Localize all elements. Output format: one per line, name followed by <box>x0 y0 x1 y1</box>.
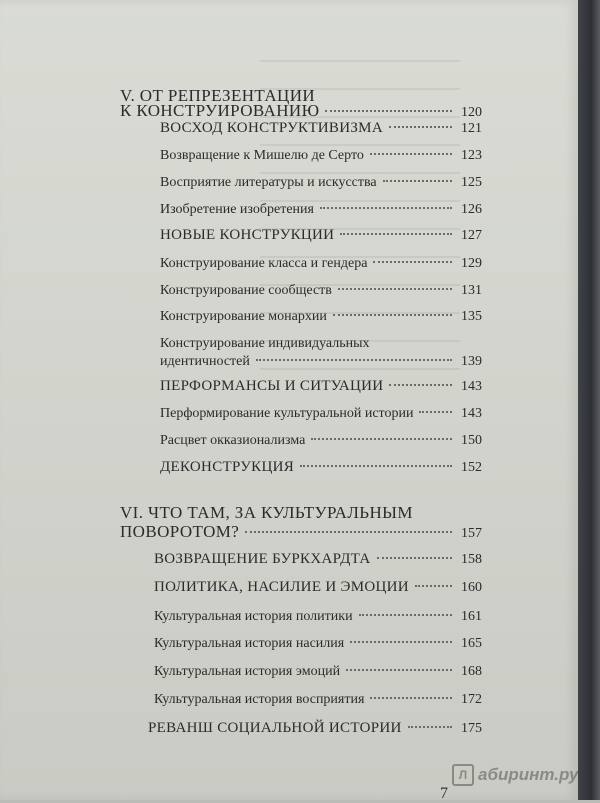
watermark-text: абиринт.ру <box>478 765 579 784</box>
toc-entry <box>154 664 482 680</box>
toc-entry <box>160 202 482 218</box>
leader-dots <box>377 557 453 559</box>
leader-dots <box>338 288 452 290</box>
chapter-5-heading-row <box>120 101 482 121</box>
entry-label: Конструирование сообществ <box>160 283 332 298</box>
leader-dots <box>300 465 452 467</box>
entry-page: 131 <box>461 283 482 298</box>
entry-page: 126 <box>461 202 482 217</box>
entry-label: Культуральная история эмоций <box>154 664 341 679</box>
toc-entry <box>160 283 482 299</box>
entry-label: Восприятие литературы и искусства <box>160 175 377 190</box>
entry-page: 168 <box>461 664 482 679</box>
entry-page: 161 <box>461 609 482 624</box>
toc-entry <box>154 692 482 708</box>
leader-dots <box>340 233 452 235</box>
leader-dots <box>373 261 452 263</box>
entry-page: 165 <box>461 636 482 651</box>
leader-dots <box>370 697 452 699</box>
entry-label: Расцвет окказионализма <box>160 433 306 448</box>
leader-dots <box>359 614 452 616</box>
chapter-6-page: 157 <box>461 526 482 541</box>
leader-dots <box>370 153 452 155</box>
labirint-watermark <box>452 764 578 786</box>
leader-dots <box>320 207 452 209</box>
toc-entry <box>160 354 482 370</box>
entry-page: 123 <box>461 148 482 163</box>
leader-dots <box>245 531 452 533</box>
leader-dots <box>325 110 452 112</box>
leader-dots <box>256 359 452 361</box>
entry-page: 143 <box>461 406 482 421</box>
entry-page: 158 <box>461 552 482 567</box>
toc-entry <box>160 309 482 325</box>
toc-entry <box>160 120 482 137</box>
entry-label: ВОЗВРАЩЕНИЕ БУРКХАРДТА <box>154 551 371 567</box>
toc-entry <box>160 148 482 164</box>
leader-dots <box>389 126 452 128</box>
leader-dots <box>350 641 452 643</box>
leader-dots <box>346 669 452 671</box>
entry-label: НОВЫЕ КОНСТРУКЦИИ <box>160 227 335 243</box>
entry-page: 143 <box>461 379 482 394</box>
entry-page: 175 <box>461 721 482 736</box>
leader-dots <box>383 180 452 182</box>
entry-label: Изобретение изобретения <box>160 202 314 217</box>
toc-entry <box>160 459 482 476</box>
entry-label: Культуральная история восприятия <box>154 692 365 707</box>
entry-page: 127 <box>461 228 482 243</box>
leader-dots <box>415 585 452 587</box>
entry-label: Культуральная история насилия <box>154 636 345 651</box>
chapter-5-page: 120 <box>461 105 482 120</box>
toc-entry <box>160 256 482 272</box>
entry-label: Конструирование класса и гендера <box>160 256 368 271</box>
chapter-6-title-line2: ПОВОРОТОМ? <box>120 522 240 541</box>
toc-entry <box>148 720 482 737</box>
leader-dots <box>311 438 452 440</box>
entry-page: 160 <box>461 580 482 595</box>
toc-entry <box>154 579 482 596</box>
entry-page: 125 <box>461 175 482 190</box>
toc-entry <box>160 433 482 449</box>
entry-label: Культуральная история политики <box>154 609 353 624</box>
entry-label: РЕВАНШ СОЦИАЛЬНОЙ ИСТОРИИ <box>148 720 402 736</box>
entry-page: 139 <box>461 354 482 369</box>
entry-page: 172 <box>461 692 482 707</box>
toc-entry <box>160 227 482 244</box>
toc-entry <box>160 175 482 191</box>
toc-entry <box>160 378 482 395</box>
toc-entry <box>154 551 482 568</box>
entry-label: Возвращение к Мишелю де Серто <box>160 148 364 163</box>
entry-label: ПЕРФОРМАНСЫ И СИТУАЦИИ <box>160 378 384 394</box>
toc-entry <box>160 406 482 422</box>
leader-dots <box>389 384 452 386</box>
entry-page: 135 <box>461 309 482 324</box>
chapter-6-heading-row <box>120 522 482 542</box>
entry-page: 150 <box>461 433 482 448</box>
entry-label: идентичностей <box>160 354 250 369</box>
toc-entry <box>154 636 482 652</box>
entry-label: Конструирование монархии <box>160 309 327 324</box>
chapter-5-title-line2: К КОНСТРУИРОВАНИЮ <box>120 101 320 120</box>
leader-dots <box>408 726 452 728</box>
entry-label: ДЕКОНСТРУКЦИЯ <box>160 459 295 475</box>
chapter-6-title-line1: VI. ЧТО ТАМ, ЗА КУЛЬТУРАЛЬНЫМ <box>120 503 413 522</box>
entry-label: ВОСХОД КОНСТРУКТИВИЗМА <box>160 120 383 136</box>
labirint-logo-icon: Л <box>452 764 474 786</box>
entry-page: 121 <box>461 121 482 136</box>
page-number: 7 <box>440 785 448 802</box>
entry-label-line1: Конструирование индивидуальных <box>160 336 370 351</box>
entry-page: 152 <box>461 460 482 475</box>
entry-label: Перформирование культуральной истории <box>160 406 414 421</box>
book-spine-edge <box>578 0 600 800</box>
entry-page: 129 <box>461 256 482 271</box>
leader-dots <box>333 314 452 316</box>
entry-label: ПОЛИТИКА, НАСИЛИЕ И ЭМОЦИИ <box>154 579 409 595</box>
leader-dots <box>419 411 452 413</box>
toc-entry <box>154 609 482 625</box>
chapter-5-title-line1: V. ОТ РЕПРЕЗЕНТАЦИИ <box>120 86 316 105</box>
